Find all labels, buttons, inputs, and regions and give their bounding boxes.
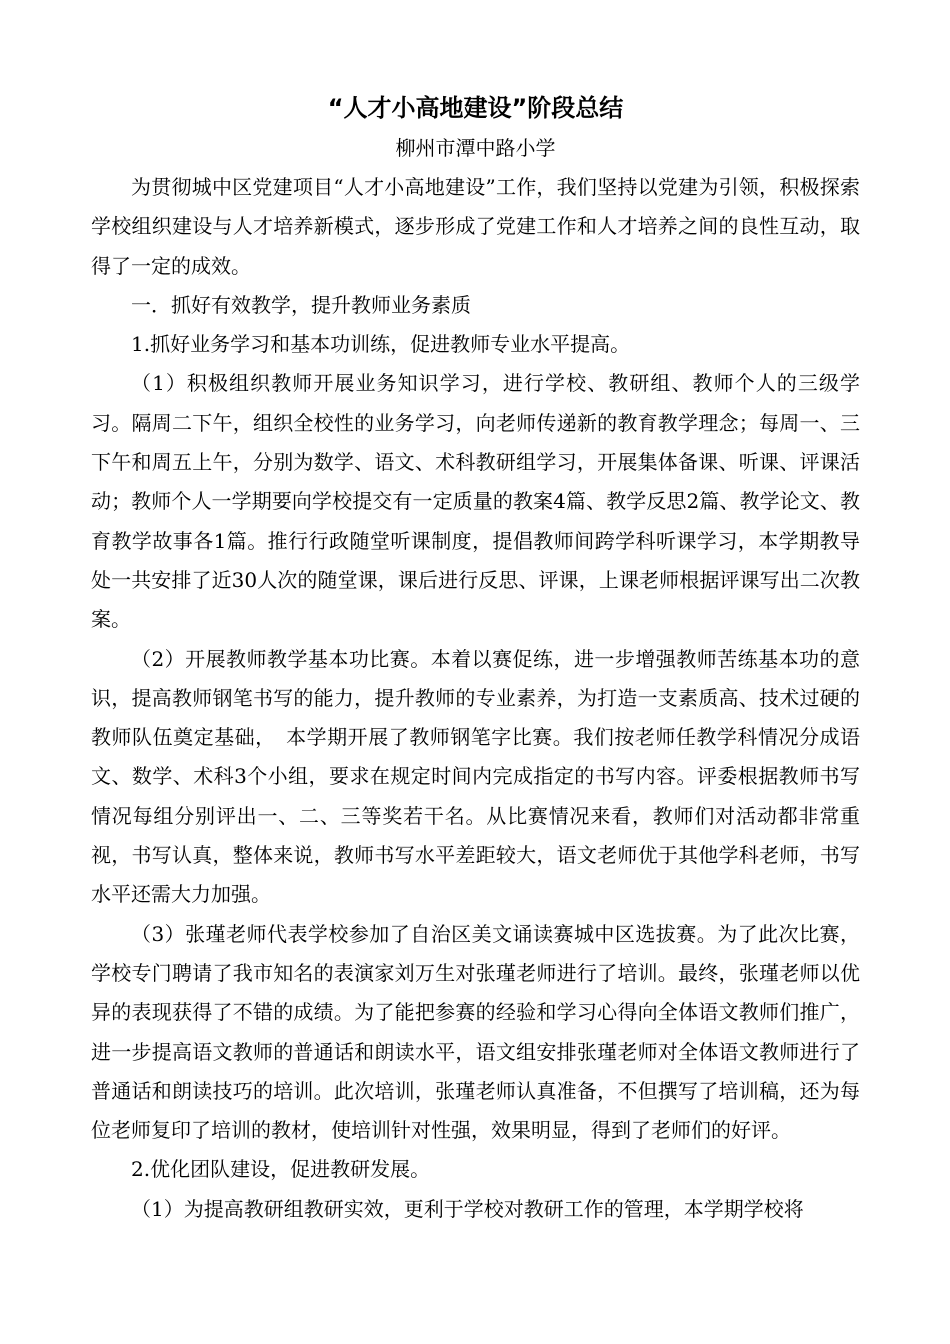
subsection-heading-1: 1.抓好业务学习和基本功训练，促进教师专业水平提高。 [131, 332, 631, 357]
document-title: “人才小高地建设”阶段总结 [327, 94, 624, 122]
paragraph-item-1: （1）积极组织教师开展业务知识学习，进行学校、教研组、教师个人的三级学习。隔周二下午，组织全校性的业务学习，向老师传递新的教育教学理念；每周一、三下午和周五上午，分别为数学、语文、术科教研组学习，开展集体备课、听课、评课活动；教师个人一学期要向学校提交有一定质量的教案4篇、教学反思2篇、教学论文、教育教学故事各1篇。推行行政随堂听课制度，提倡教师间跨学科听课学习，本学期教导处一共安排了近30人次的随堂课，课后进行反思、评课，上课老师根据评课写出二次教案。 [91, 371, 860, 632]
intro-paragraph: 为贯彻城中区党建项目“人才小高地建设”工作，我们坚持以党建为引领，积极探索学校组织建设与人才培养新模式，逐步形成了党建工作和人才培养之间的良性互动，取得了一定的成效。 [91, 175, 860, 278]
paragraph-item-3: （3）张瑾老师代表学校参加了自治区美文诵读赛城中区选拔赛。为了此次比赛，学校专门聘请了我市知名的表演家刘万生对张瑾老师进行了培训。最终，张瑾老师以优异的表现获得了不错的成绩。为了能把参赛的经验和学习心得向全体语文教师们推广，进一步提高语文教师的普通话和朗读水平，语文组安排张瑾老师对全体语文教师进行了普通话和朗读技巧的培训。此次培训，张瑾老师认真准备，不但撰写了培训稿，还为每位老师复印了培训的教材，使培训针对性强，效果明显，得到了老师们的好评。 [91, 921, 860, 1143]
subsection-heading-2: 2.优化团队建设，促进教研发展。 [131, 1157, 431, 1182]
school-name: 柳州市潭中路小学 [395, 136, 556, 160]
paragraph-item-2: （2）开展教师教学基本功比赛。本着以赛促练，进一步增强教师苦练基本功的意识，提高教师钢笔书写的能力，提升教师的专业素养，为打造一支素质高、技术过硬的教师队伍奠定基础， 本学期开展了教师钢笔字比赛。我们按老师任教学科情况分成语文、数学、术科3个小组，要求在规定时间内完成指定的书写内容。评委根据教师书写情况每组分别评出一、二、三等奖若干名。从比赛情况来看，教师们对活动都非常重视，书写认真，整体来说，教师书写水平差距较大，语文老师优于其他学科老师，书写水平还需大力加强。 [91, 646, 860, 907]
paragraph-item-4: （1）为提高教研组教研实效，更利于学校对教研工作的管理，本学期学校将 [131, 1196, 804, 1221]
section-heading-1: 一．抓好有效教学，提升教师业务素质 [131, 292, 471, 317]
